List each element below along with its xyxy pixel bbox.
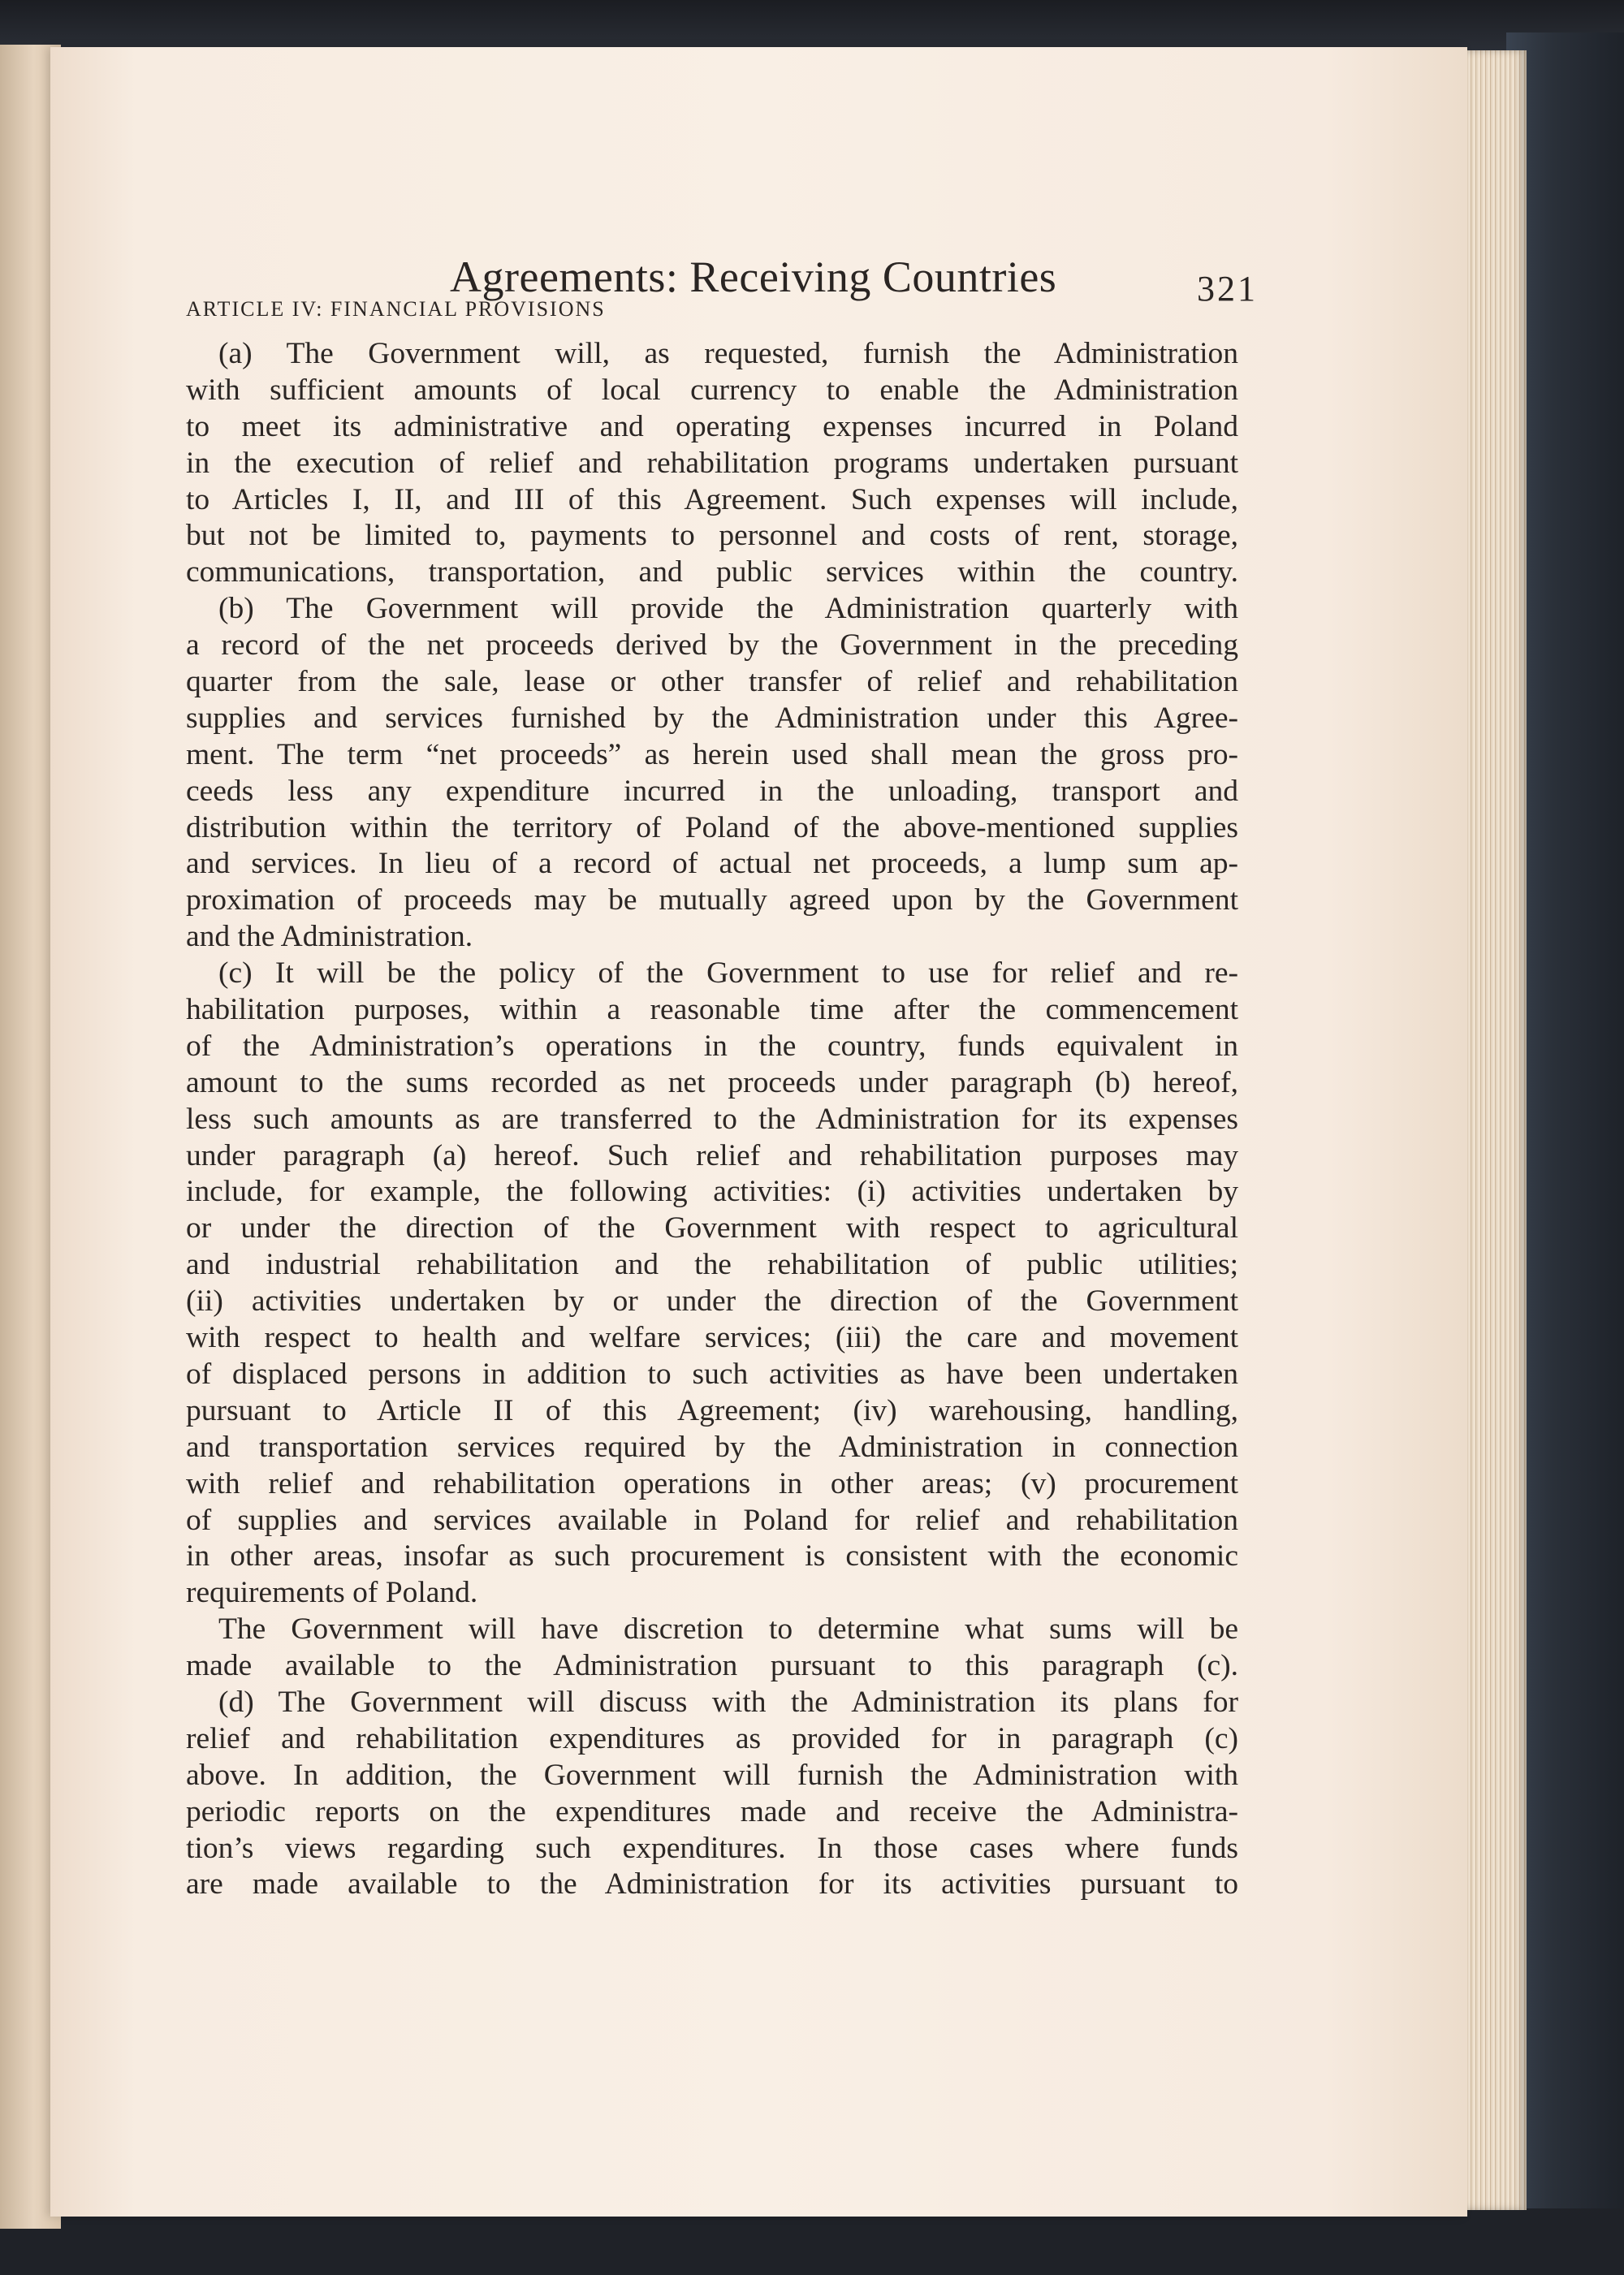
text-line: of displaced persons in addition to such activities as have been undertaken	[186, 1357, 1238, 1391]
text-line: are made available to the Administration for its activities pursuant to	[186, 1867, 1238, 1902]
text-line: amount to the sums recorded as net proceeds under paragraph (b) hereof,	[186, 1065, 1238, 1099]
text-line: less such amounts as are transferred to the Administration for its expenses	[186, 1102, 1238, 1136]
text-line: proximation of proceeds may be mutually agreed upon by the Government	[186, 883, 1238, 917]
text-line: to Articles I, II, and III of this Agreement. Such expenses will include,	[186, 482, 1238, 516]
text-line: include, for example, the following activities: (i) activities undertaken by	[186, 1175, 1238, 1209]
text-line: but not be limited to, payments to personnel and costs of rent, storage,	[186, 519, 1238, 553]
text-line: pursuant to Article II of this Agreement; (iv) warehousing, handling,	[186, 1393, 1238, 1427]
text-line: in other areas, insofar as such procurement is consistent with the economic	[186, 1539, 1238, 1574]
text-line: (a) The Government will, as requested, furnish the Administration	[218, 337, 1238, 370]
text-line: requirements of Poland.	[186, 1576, 478, 1610]
text-line: of the Administration’s operations in the country, funds equivalent in	[186, 1029, 1238, 1063]
text-line: (c) It will be the policy of the Government to use for relief and re-	[218, 956, 1238, 991]
section-heading: ARTICLE IV: FINANCIAL PROVISIONS	[186, 297, 606, 321]
text-line: and industrial rehabilitation and the rehabilitation of public utilities;	[186, 1248, 1238, 1282]
text-line: with sufficient amounts of local currency to enable the Administration	[186, 373, 1238, 407]
text-line: (b) The Government will provide the Administration quarterly with	[218, 592, 1238, 626]
text-line: of supplies and services available in Poland for relief and rehabilitation	[186, 1503, 1238, 1537]
text-line: and services. In lieu of a record of actual net proceeds, a lump sum ap-	[186, 847, 1238, 881]
text-line: a record of the net proceeds derived by the Government in the preceding	[186, 628, 1238, 663]
text-line: and transportation services required by the Administration in connection	[186, 1430, 1238, 1464]
text-line: ceeds less any expenditure incurred in the unloading, transport and	[186, 774, 1238, 808]
text-line: made available to the Administration pursuant to this paragraph (c).	[186, 1649, 1238, 1683]
text-line: with respect to health and welfare services; (iii) the care and movement	[186, 1321, 1238, 1355]
text-line: supplies and services furnished by the Administration under this Agree-	[186, 701, 1238, 735]
text-line: (ii) activities undertaken by or under the direction of the Government	[186, 1284, 1238, 1319]
text-line: tion’s views regarding such expenditures. In those cases where funds	[186, 1831, 1238, 1865]
text-line: periodic reports on the expenditures made and receive the Administra-	[186, 1794, 1238, 1828]
running-head: Agreements: Receiving Countries	[450, 253, 1057, 301]
text-line: communications, transportation, and public services within the country.	[186, 555, 1238, 589]
text-line: to meet its administrative and operating expenses incurred in Poland	[186, 409, 1238, 443]
text-line: (d) The Government will discuss with the Administration its plans for	[218, 1685, 1238, 1719]
text-line: above. In addition, the Government will furnish the Administration with	[186, 1758, 1238, 1792]
text-line: distribution within the territory of Poland of the above-mentioned supplies	[186, 810, 1238, 844]
body-text	[186, 336, 1238, 1903]
text-line: with relief and rehabilitation operations in other areas; (v) procurement	[186, 1466, 1238, 1500]
text-line: under paragraph (a) hereof. Such relief and rehabilitation purposes may	[186, 1138, 1238, 1172]
text-line: habilitation purposes, within a reasonable time after the commencement	[186, 993, 1238, 1027]
text-line: The Government will have discretion to determine what sums will be	[218, 1612, 1238, 1647]
page-number: 321	[1197, 269, 1258, 309]
text-line: and the Administration.	[186, 920, 473, 954]
text-line: or under the direction of the Government with respect to agricultural	[186, 1211, 1238, 1245]
text-line: relief and rehabilitation expenditures as provided for in paragraph (c)	[186, 1721, 1238, 1755]
text-line: in the execution of relief and rehabilitation programs undertaken pursuant	[186, 446, 1238, 480]
book-cover-bottom	[0, 2208, 1624, 2275]
text-line: quarter from the sale, lease or other transfer of relief and rehabilitation	[186, 665, 1238, 699]
text-line: ment. The term “net proceeds” as herein used shall mean the gross pro-	[186, 737, 1238, 771]
